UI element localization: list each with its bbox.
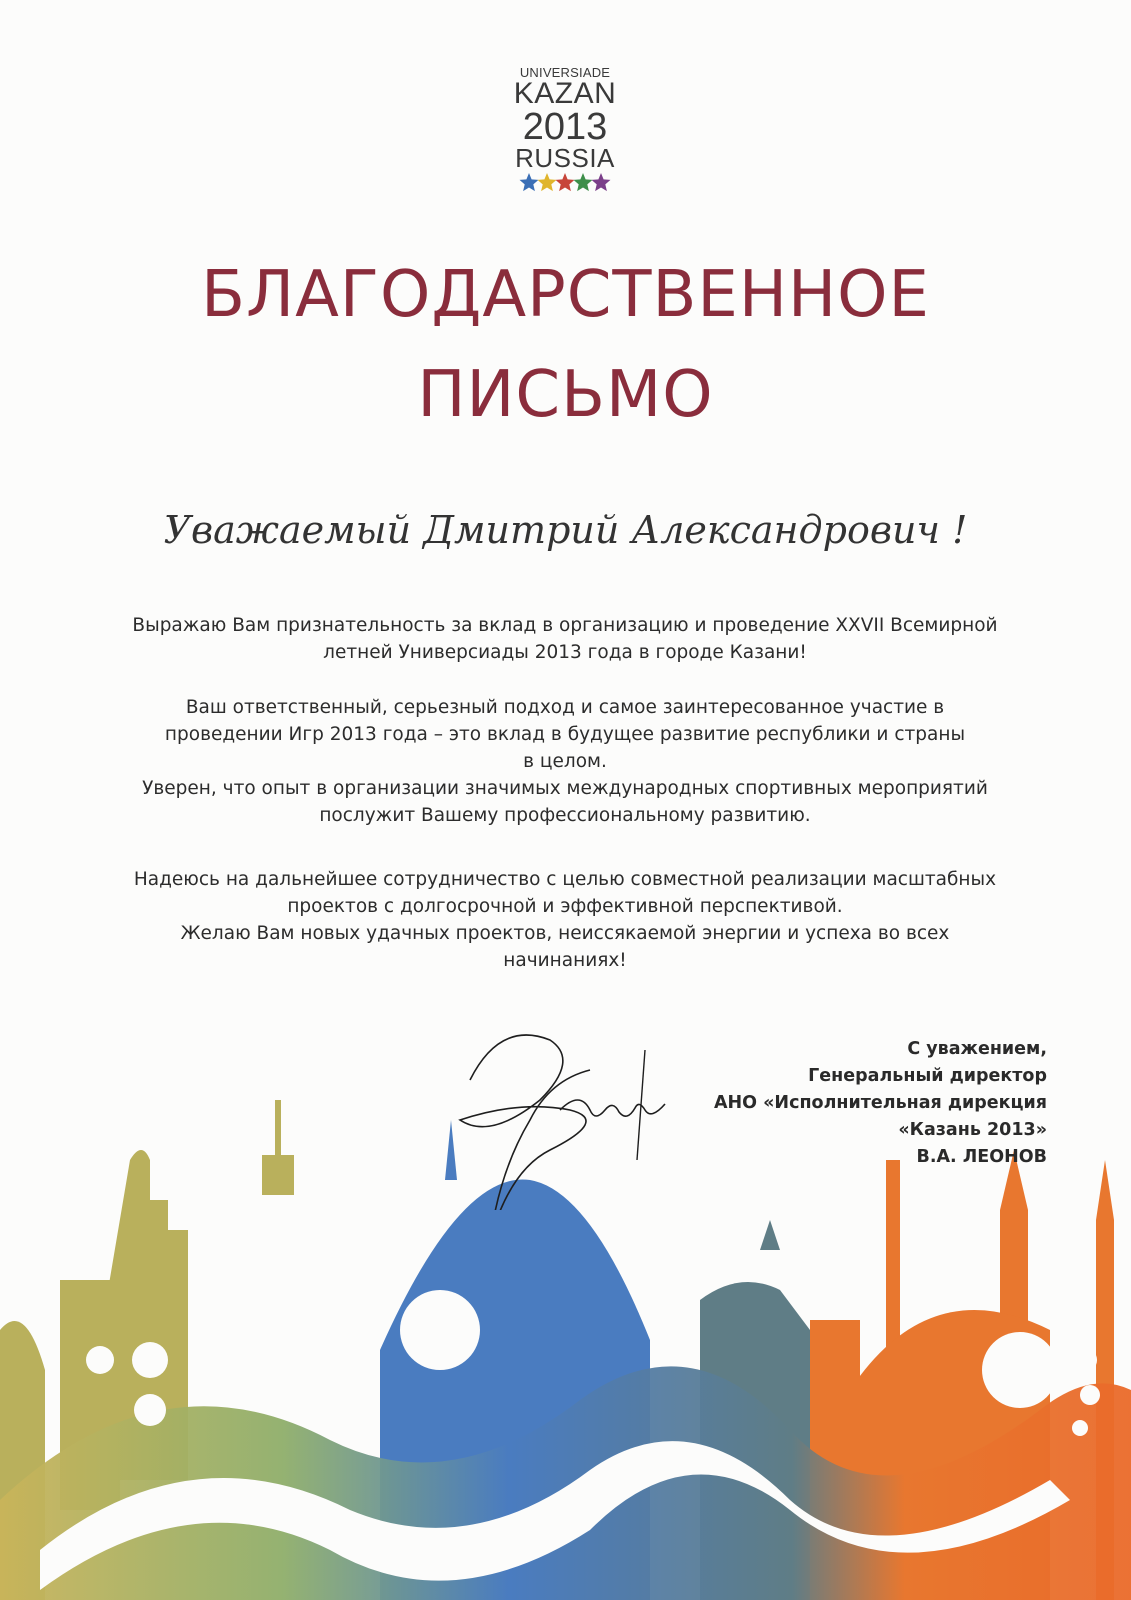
- paragraph-1: [80, 612, 1050, 666]
- text-line: Уверен, что опыт в организации значимых международных спортивных мероприятий: [142, 778, 988, 799]
- sign-line: АНО «Исполнительная дирекция: [713, 1093, 1047, 1113]
- signer-name: В.А. ЛЕОНОВ: [916, 1147, 1047, 1167]
- text-line: Ваш ответственный, серьезный подход и самое заинтересованное участие в: [185, 697, 945, 718]
- greeting: Уважаемый Дмитрий Александрович !: [163, 508, 968, 552]
- logo-line-year: 2013: [522, 106, 608, 148]
- text-line: Надеюсь на дальнейшее сотрудничество с целью совместной реализации масштабных: [133, 869, 997, 890]
- logo-stars-icon: [515, 172, 615, 194]
- text-line: Выражаю Вам признательность за вклад в организацию и проведение XXVII Всемирной: [132, 615, 998, 636]
- text-line: летней Универсиады 2013 года в городе Казани!: [323, 642, 807, 663]
- text-line: проектов с долгосрочной и эффективной перспективой.: [287, 896, 843, 917]
- handwritten-signature: [430, 1010, 690, 1210]
- text-line: проведении Игр 2013 года – это вклад в будущее развитие республики и страны: [164, 724, 966, 745]
- text-line: начинаниях!: [503, 950, 627, 971]
- logo-star-icon: [520, 173, 539, 191]
- title-line-2: ПИСЬМО: [417, 358, 714, 432]
- paragraph-2: [80, 694, 1050, 829]
- sign-line: «Казань 2013»: [898, 1120, 1047, 1140]
- logo-line-kazan: KAZAN: [513, 77, 617, 110]
- sign-line: Генеральный директор: [808, 1066, 1047, 1086]
- logo-line-russia: RUSSIA: [515, 143, 615, 173]
- logo-line-universiade: UNIVERSIADE: [519, 65, 611, 80]
- paragraph-3: [80, 866, 1050, 974]
- title-line-1: БЛАГОДАРСТВЕННОЕ: [201, 258, 930, 332]
- logo-star-icon: [556, 173, 575, 191]
- universiade-logo: [500, 66, 630, 194]
- logo-star-icon: [592, 173, 611, 191]
- signature-block: [714, 1036, 1047, 1171]
- text-line: в целом.: [523, 751, 607, 772]
- sign-line: С уважением,: [907, 1039, 1047, 1059]
- logo-star-icon: [538, 173, 557, 191]
- logo-star-icon: [574, 173, 593, 191]
- text-line: Желаю Вам новых удачных проектов, неиссякаемой энергии и успеха во всех: [180, 923, 950, 944]
- text-line: послужит Вашему профессиональному развитию.: [319, 805, 811, 826]
